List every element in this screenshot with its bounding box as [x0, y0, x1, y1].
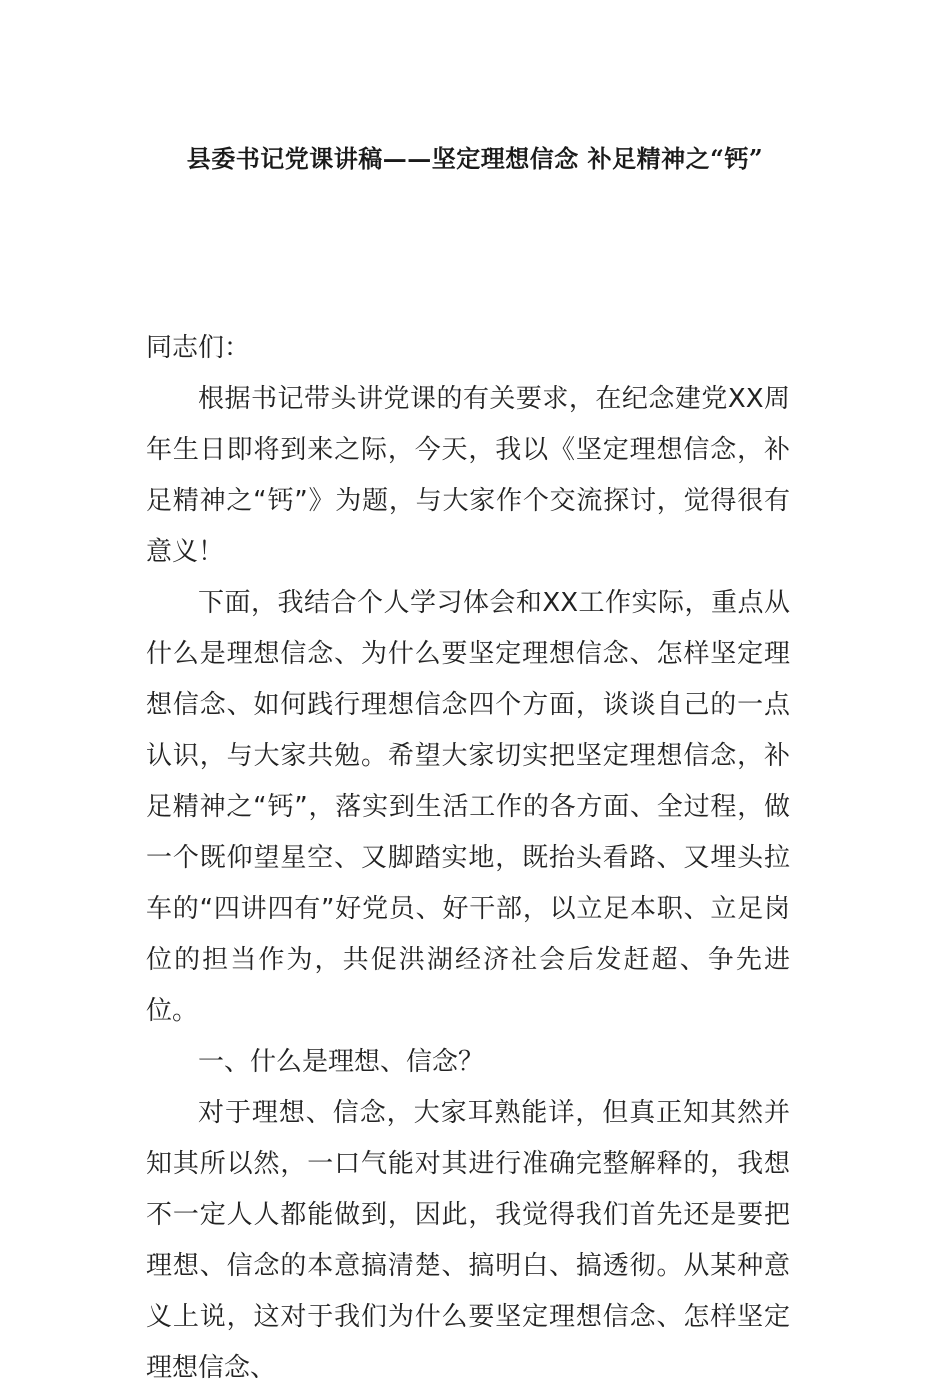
document-title: 县委书记党课讲稿——坚定理想信念 补足精神之“钙” [186, 144, 764, 173]
section-heading-1: 一、什么是理想、信念？ [198, 1047, 485, 1077]
paragraph-section-1: 对于理想、信念，大家耳熟能详，但真正知其然并知其所以然，一口气能对其进行准确完整解释的，我想不一定人人都能做到，因此，我觉得我们首先还是要把理想、信念的本意搞清楚、搞明白、搞透彻。从某种意义上说，这对于我们为什么要坚定理想信念、怎样坚定理想信念、 [146, 1098, 790, 1383]
paragraph-outline: 下面，我结合个人学习体会和XX工作实际，重点从什么是理想信念、为什么要坚定理想信念、怎样坚定理想信念、如何践行理想信念四个方面，谈谈自己的一点认识，与大家共勉。希望大家切实把坚定理想信念，补足精神之“钙”，落实到生活工作的各方面、全过程，做一个既仰望星空、又脚踏实地，既抬头看路、又埋头拉车的“四讲四有”好党员、好干部，以立足本职、立足岗位的担当作为，共促洪湖经济社会后发赶超、争先进位。 [146, 588, 790, 1026]
salutation: 同志们： [146, 333, 251, 363]
paragraph-intro: 根据书记带头讲党课的有关要求，在纪念建党XX周年生日即将到来之际，今天，我以《坚定理想信念，补足精神之“钙”》为题，与大家作个交流探讨，觉得很有意义！ [146, 384, 790, 567]
document-body [146, 323, 790, 1394]
